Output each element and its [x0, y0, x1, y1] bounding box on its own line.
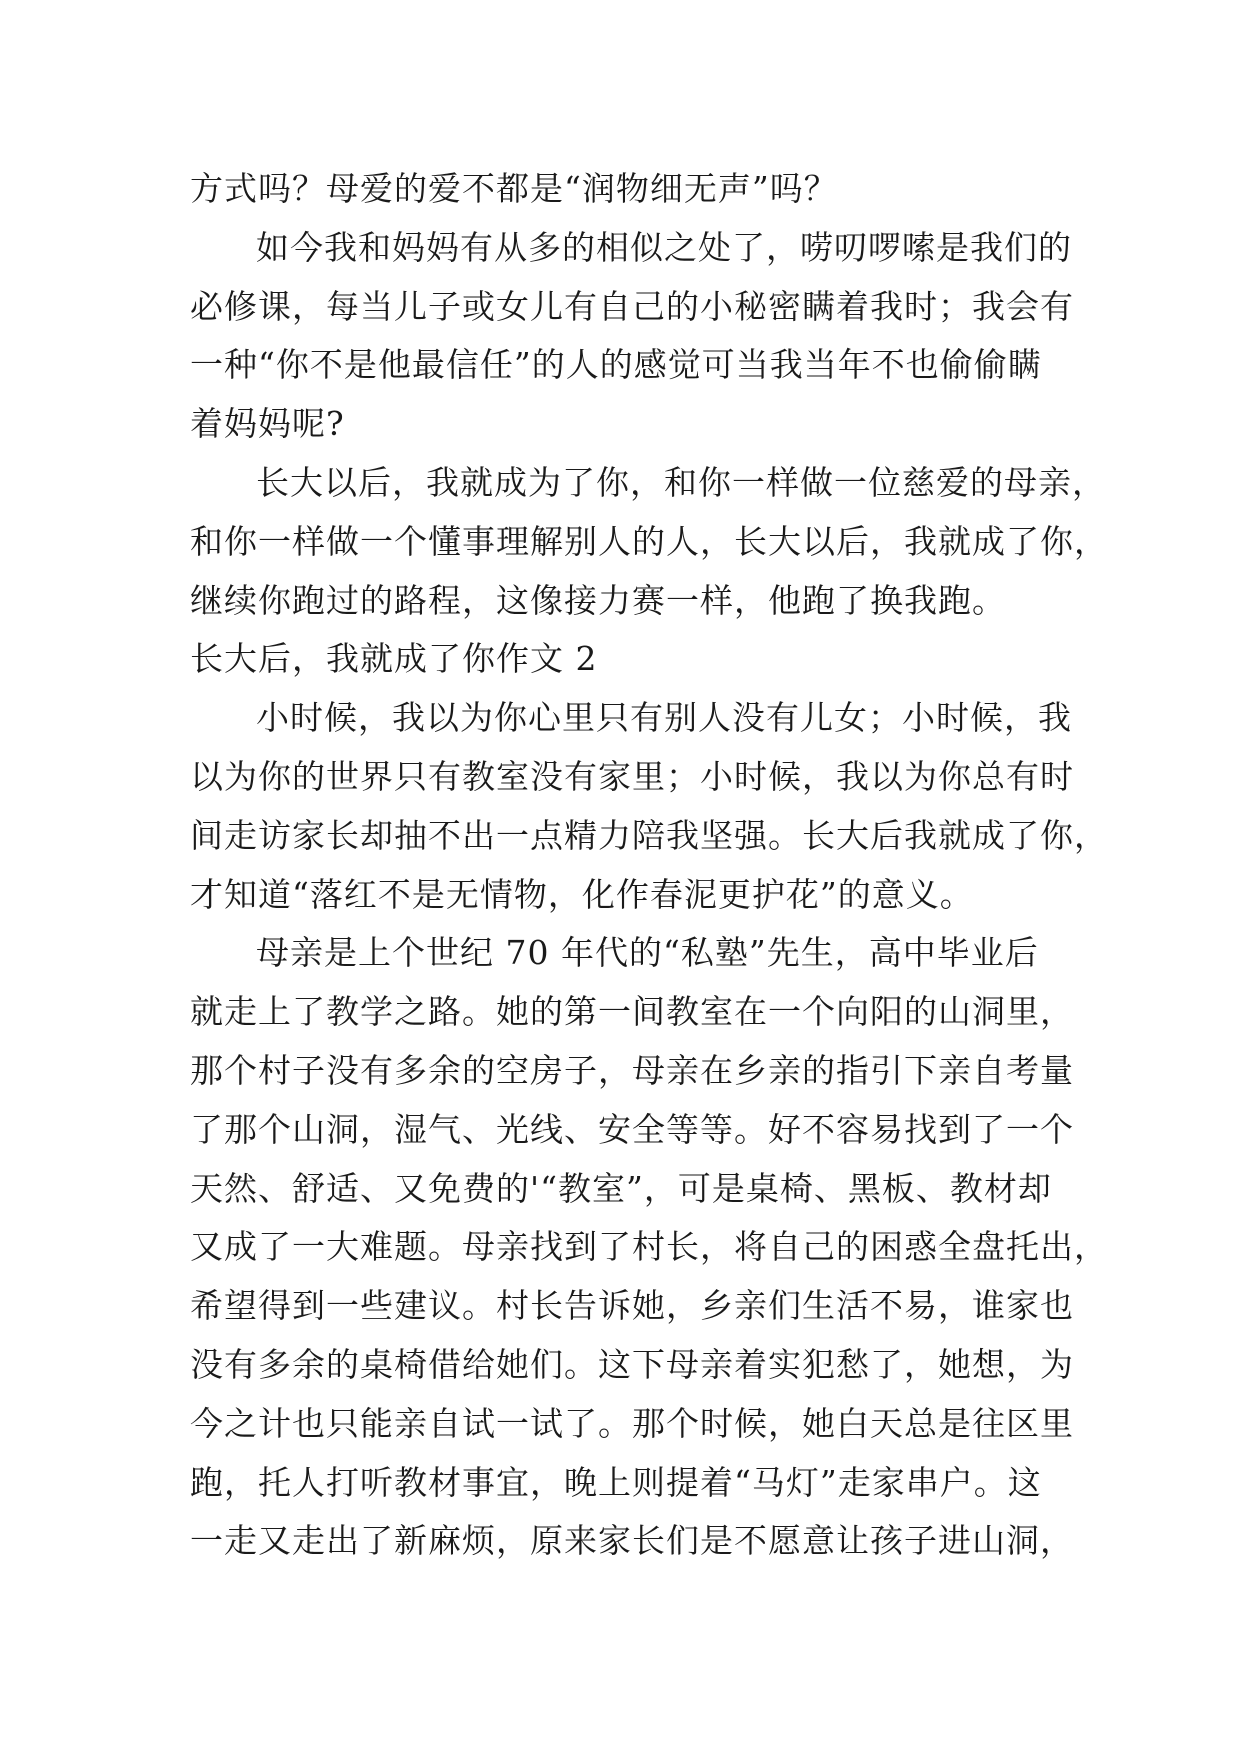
- text-line: 以为你的世界只有教室没有家里；小时候，我以为你总有时: [190, 756, 1074, 796]
- text-line: 着妈妈呢?: [190, 404, 345, 444]
- text-line: 和你一样做一个懂事理解别人的人，长大以后，我就成了你，: [190, 521, 1108, 561]
- text-line: 今之计也只能亲自试一试了。那个时候，她白天总是往区里: [190, 1403, 1074, 1443]
- text-line: 方式吗？母爱的爱不都是“润物细无声”吗？: [190, 169, 838, 208]
- section-heading: 长大后，我就成了你作文 2: [190, 639, 598, 679]
- essay-body: [190, 160, 1108, 1571]
- text-line: 一种“你不是他最信任”的人的感觉可当我当年不也偷偷瞒: [190, 345, 1042, 385]
- text-line: 天然、舒适、又免费的'“教室”，可是桌椅、黑板、教材却: [190, 1168, 1052, 1208]
- text-line: 才知道“落红不是无情物，化作春泥更护花”的意义。: [190, 874, 974, 914]
- text-line: 一走又走出了新麻烦，原来家长们是不愿意让孩子进山洞，: [190, 1521, 1074, 1561]
- text-line: 那个村子没有多余的空房子，母亲在乡亲的指引下亲自考量: [190, 1050, 1074, 1090]
- text-line: 长大以后，我就成为了你，和你一样做一位慈爱的母亲，: [256, 462, 1106, 502]
- text-line: 了那个山洞，湿气、光线、安全等等。好不容易找到了一个: [190, 1109, 1074, 1149]
- text-line: 继续你跑过的路程，这像接力赛一样，他跑了换我跑。: [190, 580, 1006, 620]
- text-line: 希望得到一些建议。村长告诉她，乡亲们生活不易，谁家也: [190, 1286, 1074, 1326]
- text-line: 如今我和妈妈有从多的相似之处了，唠叨啰嗦是我们的: [256, 227, 1072, 267]
- text-line: 母亲是上个世纪 70 年代的“私塾”先生，高中毕业后: [256, 933, 1039, 973]
- text-line: 必修课，每当儿子或女儿有自己的小秘密瞒着我时；我会有: [190, 286, 1074, 326]
- text-line: 就走上了教学之路。她的第一间教室在一个向阳的山洞里，: [190, 992, 1074, 1032]
- text-line: 没有多余的桌椅借给她们。这下母亲着实犯愁了，她想，为: [190, 1344, 1074, 1384]
- text-line: 间走访家长却抽不出一点精力陪我坚强。长大后我就成了你，: [190, 815, 1108, 855]
- text-line: 小时候，我以为你心里只有别人没有儿女；小时候，我: [256, 698, 1072, 738]
- text-line: 又成了一大难题。母亲找到了村长，将自己的困惑全盘托出，: [190, 1227, 1108, 1267]
- text-line: 跑，托人打听教材事宜，晚上则提着“马灯”走家串户。这: [190, 1462, 1042, 1502]
